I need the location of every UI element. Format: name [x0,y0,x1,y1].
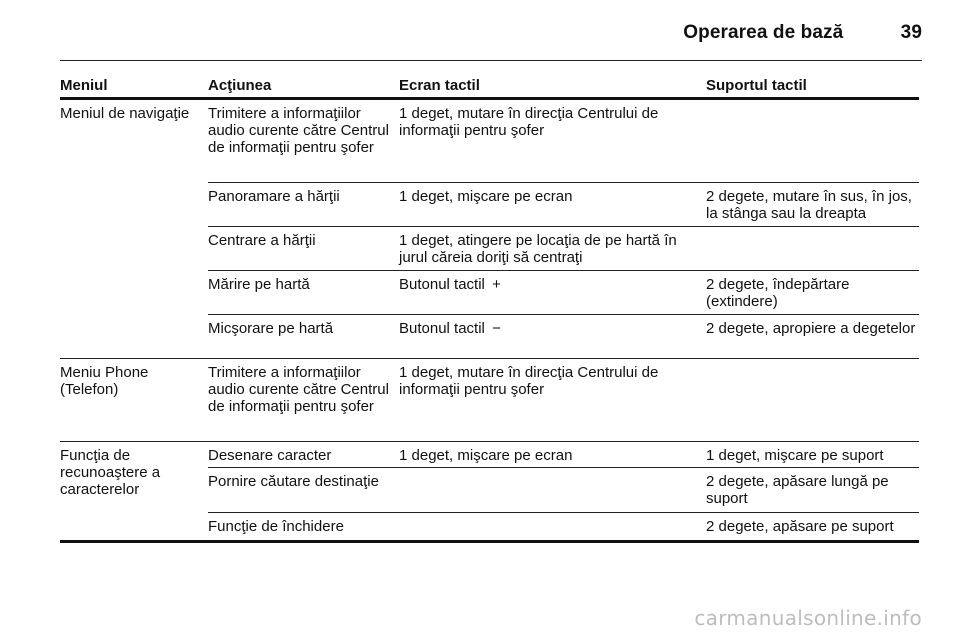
table-row [208,359,919,441]
table-row [208,442,919,468]
cell-touchscreen: 1 deget, mutare în direcţia Centrului de informaţii pentru şofer [399,364,659,398]
table-row [208,183,919,227]
cell-touchscreen: 1 deget, mişcare pe ecran [399,188,573,205]
table-row [208,271,919,315]
group-menu-name: Meniu Phone (Telefon) [60,364,149,398]
gesture-table [60,77,919,543]
group-menu-name: Funcţia de recunoaştere a caracterelor [60,447,161,498]
cell-action: Funcţie de închidere [208,518,344,535]
table-group-character-recognition [60,442,919,543]
cell-action: Panoramare a hărţii [208,188,340,205]
table-group-phone [60,359,919,442]
watermark-text: carmanualsonline.info [694,606,922,630]
column-header-touchscreen: Ecran tactil [399,77,480,94]
cell-touchscreen [399,320,699,337]
header-divider [60,60,922,61]
minus-icon: − [492,320,501,337]
plus-icon: + [492,276,501,293]
page-number: 39 [900,22,922,43]
group-menu-name: Meniul de navigaţie [60,105,190,122]
cell-touchscreen: 1 deget, mutare în direcţia Centrului de informaţii pentru şofer [399,105,659,139]
cell-touchpad: 2 degete, mutare în sus, în jos, la stânga sau la dreapta [706,188,912,222]
cell-action: Desenare caracter [208,447,332,464]
cell-action: Centrare a hărţii [208,232,316,249]
cell-touchscreen: 1 deget, mişcare pe ecran [399,447,573,464]
cell-touchpad: 2 degete, îndepărtare (extindere) [706,276,850,310]
cell-action: Mărire pe hartă [208,276,310,293]
table-group-navigation [60,100,919,359]
cell-action: Trimitere a informaţiilor audio curente către Centrul de informaţii pentru şofer [208,105,389,156]
column-header-menu: Meniul [60,77,108,94]
cell-touchscreen: 1 deget, atingere pe locaţia de pe hartă în jurul căreia doriţi să centraţi [399,232,677,266]
cell-touchscreen-text: Butonul tactil [399,276,485,293]
table-header-row [60,77,919,100]
table-row [208,315,919,358]
table-row [208,100,919,183]
cell-touchscreen [399,276,699,293]
table-row [208,513,919,540]
table-row [208,468,919,513]
cell-touchpad: 2 degete, apăsare pe suport [706,518,894,535]
cell-touchpad: 2 degete, apropiere a degetelor [706,320,916,337]
column-header-action: Acţiunea [208,77,272,94]
cell-touchpad: 2 degete, apăsare lungă pe suport [706,473,889,507]
page-title: Operarea de bază [683,22,844,43]
cell-action: Micşorare pe hartă [208,320,334,337]
cell-action: Trimitere a informaţiilor audio curente către Centrul de informaţii pentru şofer [208,364,389,415]
page-header [683,22,922,44]
cell-touchscreen-text: Butonul tactil [399,320,485,337]
table-row [208,227,919,271]
cell-action: Pornire căutare destinaţie [208,473,379,490]
column-header-touchpad: Suportul tactil [706,77,807,94]
cell-touchpad: 1 deget, mişcare pe suport [706,447,884,464]
